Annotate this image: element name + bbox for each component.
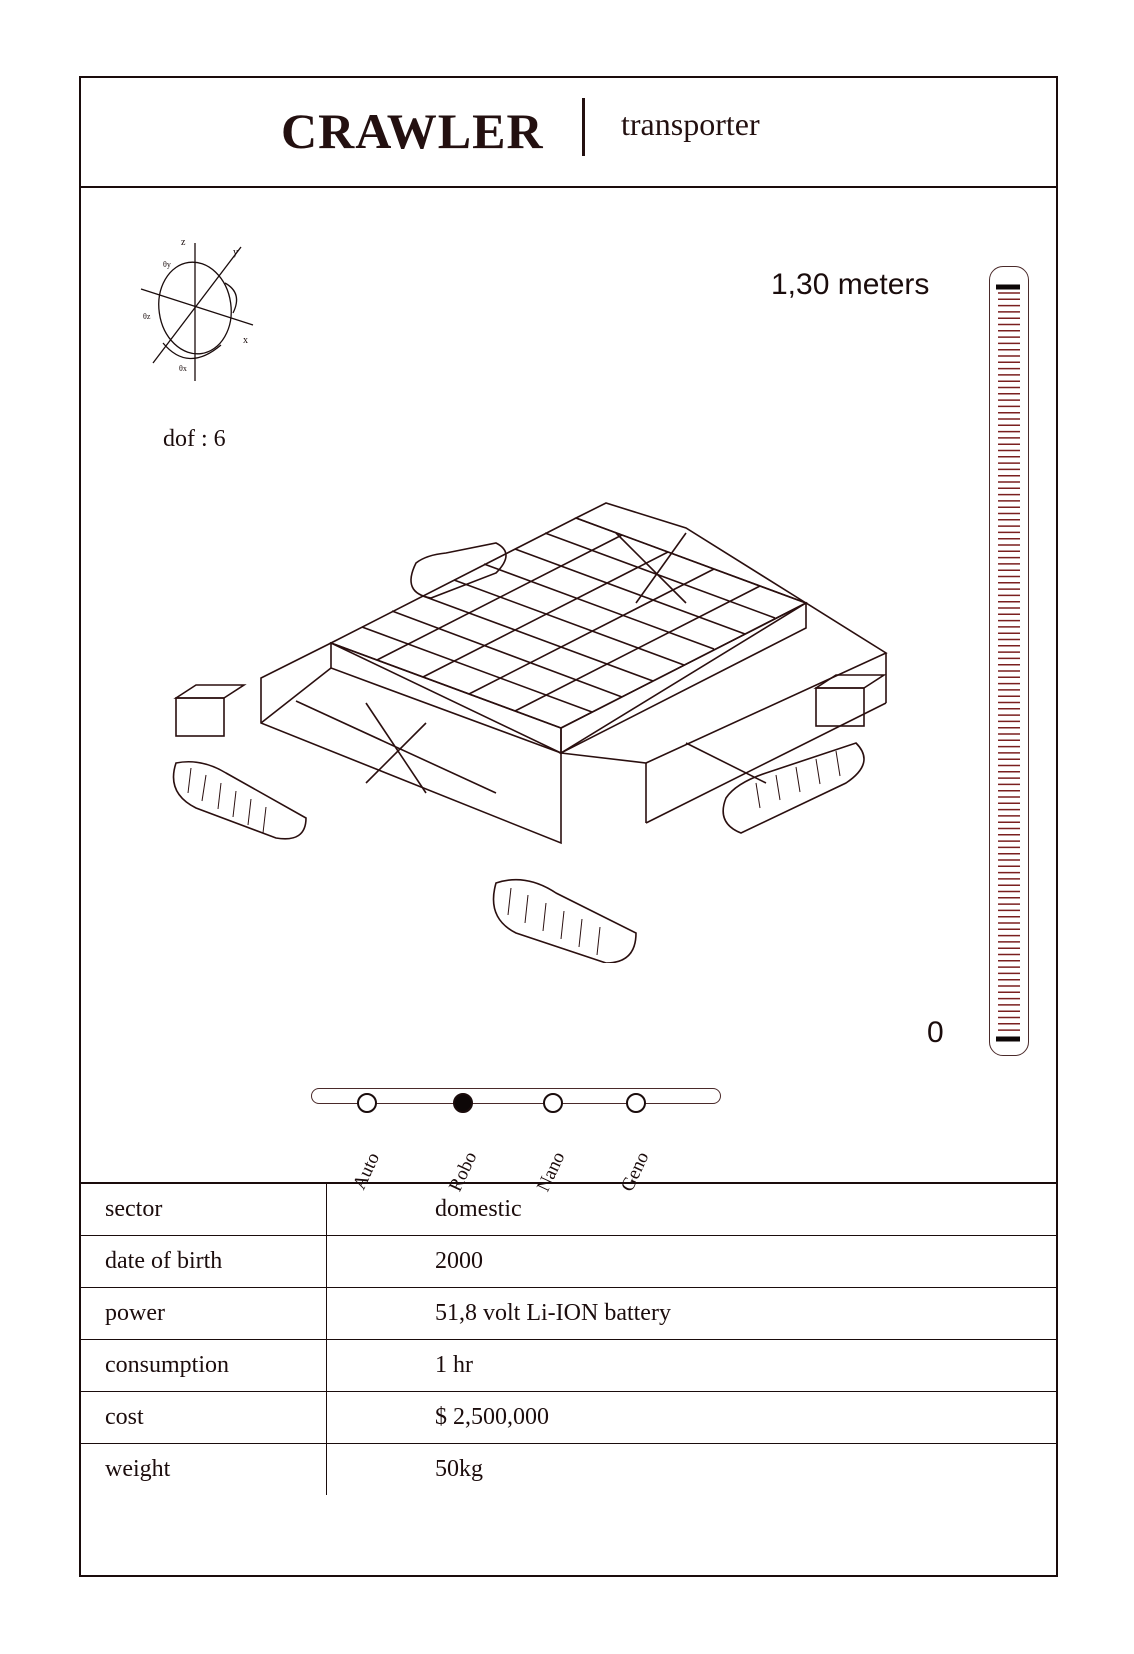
page-subtitle: transporter	[621, 106, 760, 142]
dof-label: dof : 6	[163, 426, 226, 452]
title-divider	[582, 98, 585, 156]
spec-value: 1 hr	[327, 1340, 1057, 1392]
spec-value: 50kg	[327, 1444, 1057, 1496]
spec-key: cost	[81, 1392, 327, 1444]
spec-value: 51,8 volt Li-ION battery	[327, 1288, 1057, 1340]
category-option-robo[interactable]	[453, 1093, 473, 1113]
scale-max-label: 1,30 meters	[771, 268, 930, 301]
spec-card	[79, 76, 1058, 1577]
spec-value: 2000	[327, 1236, 1057, 1288]
category-label-auto: Auto	[349, 1149, 385, 1193]
card-header	[81, 78, 1056, 188]
spec-value: $ 2,500,000	[327, 1392, 1057, 1444]
axes-icon	[133, 233, 263, 383]
spec-value: domestic	[327, 1183, 1057, 1236]
category-label-geno: Geno	[617, 1148, 654, 1195]
category-label-robo: Robo	[445, 1148, 482, 1195]
scale-min-label: 0	[927, 1016, 944, 1049]
table-row	[81, 1236, 1056, 1288]
spec-key: weight	[81, 1444, 327, 1496]
table-row	[81, 1392, 1056, 1444]
axis-y-label: y	[233, 247, 238, 258]
spec-table	[81, 1182, 1056, 1495]
axis-z-label: z	[181, 237, 186, 248]
category-option-geno[interactable]	[626, 1093, 646, 1113]
spec-key: consumption	[81, 1340, 327, 1392]
crawler-illustration	[166, 463, 906, 963]
table-row	[81, 1288, 1056, 1340]
axis-thetaz-label: θz	[143, 312, 151, 321]
height-scale	[989, 266, 1029, 1056]
page-title: CRAWLER	[281, 103, 544, 159]
category-label-nano: Nano	[533, 1148, 570, 1195]
axis-x-label: x	[243, 335, 248, 346]
table-row	[81, 1444, 1056, 1496]
category-option-auto[interactable]	[357, 1093, 377, 1113]
table-row	[81, 1340, 1056, 1392]
category-option-nano[interactable]	[543, 1093, 563, 1113]
scale-ticks	[990, 267, 1030, 1057]
spec-key: date of birth	[81, 1236, 327, 1288]
axis-thetax-label: θx	[179, 364, 187, 373]
spec-key: sector	[81, 1183, 327, 1236]
spec-key: power	[81, 1288, 327, 1340]
table-row	[81, 1183, 1056, 1236]
axis-thetay-label: θy	[163, 260, 171, 269]
